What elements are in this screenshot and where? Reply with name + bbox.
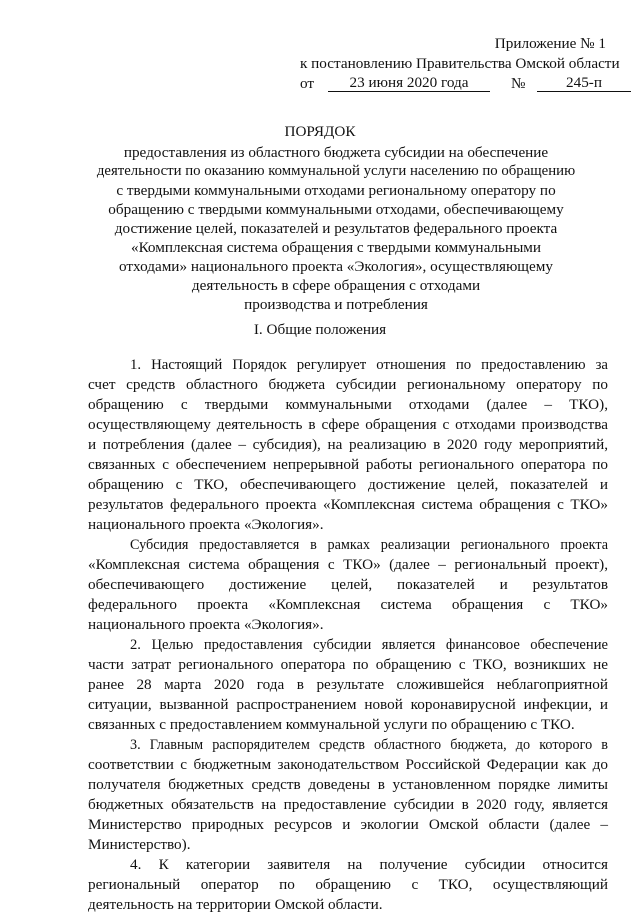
text-line: бюджетных обязательств на предоставление субсидии в 2020 году, является	[88, 796, 608, 813]
text-line: федерального проекта «Комплексная система обращения с ТКО»	[88, 596, 608, 613]
text-line: национального проекта «Экология».	[88, 516, 324, 533]
text-line: 3. Главным распорядителем средств областного бюджета, до которого в	[130, 737, 608, 753]
appendix-number: Приложение № 1	[494, 35, 606, 52]
resolution-date-line	[300, 74, 608, 94]
document-title: ПОРЯДОК	[284, 123, 356, 140]
text-line: Субсидия предоставляется в рамках реализации регионального проекта	[130, 537, 608, 553]
subtitle-line: деятельности по оказанию коммунальной услуги населению по обращению	[96, 163, 576, 179]
text-line: части затрат регионального оператора по обращению с ТКО, возникших не	[88, 656, 608, 673]
text-line: обращению с ТКО, обеспечивающего достижение целей, показателей и	[88, 476, 608, 493]
from-label: от	[300, 75, 315, 92]
text-line: региональный оператор по обращению с ТКО, осуществляющий	[88, 876, 608, 893]
text-line: и потребления (далее – субсидия), на реализацию в 2020 году мероприятий,	[88, 436, 608, 453]
section-heading: I. Общие положения	[253, 321, 387, 338]
text-line: результатов федерального проекта «Комплексная система обращения с ТКО»	[88, 496, 608, 513]
text-line: Министерство природных ресурсов и экологии Омской области (далее –	[88, 816, 608, 833]
paragraph-2	[88, 535, 608, 635]
text-line: 1. Настоящий Порядок регулирует отношения по предоставлению за	[130, 357, 608, 373]
text-line: Министерство).	[88, 836, 191, 853]
subtitle-line: деятельность в сфере обращения с отходами	[191, 277, 481, 294]
subtitle-line: отходами» национального проекта «Экология», осуществляющему	[119, 258, 553, 275]
text-line: ситуации, вызванной распространением новой коронавирусной инфекции, и	[88, 696, 608, 713]
paragraph-3	[88, 635, 608, 735]
text-line: связанных с обеспечением непрерывной работы регионального оператора по	[88, 456, 608, 473]
paragraph-1	[88, 355, 608, 535]
paragraph-5	[88, 855, 608, 915]
text-line: осуществляющему деятельность в сфере обращения с отходами производства	[88, 416, 608, 433]
text-line: 4. К категории заявителя на получение субсидии относится	[130, 856, 608, 873]
subtitle-line: достижение целей, показателей и результатов федерального проекта	[114, 220, 558, 237]
number-sign: №	[511, 75, 526, 92]
text-line: национального проекта «Экология».	[88, 616, 324, 633]
text-line: 2. Целью предоставления субсидии является финансовое обеспечение	[130, 637, 608, 653]
document-subtitle	[96, 143, 576, 314]
subtitle-line: предоставления из областного бюджета субсидии на обеспечение	[123, 144, 549, 161]
paragraph-4	[88, 735, 608, 855]
appendix-header	[300, 34, 620, 94]
appendix-reference: к постановлению Правительства Омской области	[300, 55, 620, 72]
text-line: обеспечивающего достижение целей, показателей и результатов	[88, 576, 608, 593]
subtitle-line: с твердыми коммунальными отходами региональному оператору по	[116, 182, 556, 199]
text-line: счет средств областного бюджета субсидии региональному оператору по	[88, 376, 608, 393]
resolution-number: 245-п	[537, 74, 631, 92]
text-line: деятельность на территории Омской области.	[88, 896, 383, 913]
subtitle-line: «Комплексная система обращения с твердыми коммунальными	[130, 239, 542, 256]
document-body	[88, 355, 608, 915]
text-line: ранее 28 марта 2020 года в результате сложившейся неблагоприятной	[88, 676, 608, 693]
text-line: получателя бюджетных средств доведены в установленном порядке лимиты	[88, 776, 608, 793]
text-line: «Комплексная система обращения с ТКО» (далее – региональный проект),	[88, 556, 608, 573]
text-line: соответствии с бюджетным законодательством Российской Федерации как до	[88, 756, 608, 773]
resolution-date: 23 июня 2020 года	[328, 74, 490, 92]
subtitle-line: производства и потребления	[244, 296, 428, 313]
text-line: связанных с предоставлением коммунальной услуги по обращению с ТКО.	[88, 716, 575, 733]
text-line: обращению с твердыми коммунальными отходами (далее – ТКО),	[88, 396, 608, 413]
subtitle-line: обращению с твердыми коммунальными отходами, обеспечивающему	[108, 201, 564, 218]
